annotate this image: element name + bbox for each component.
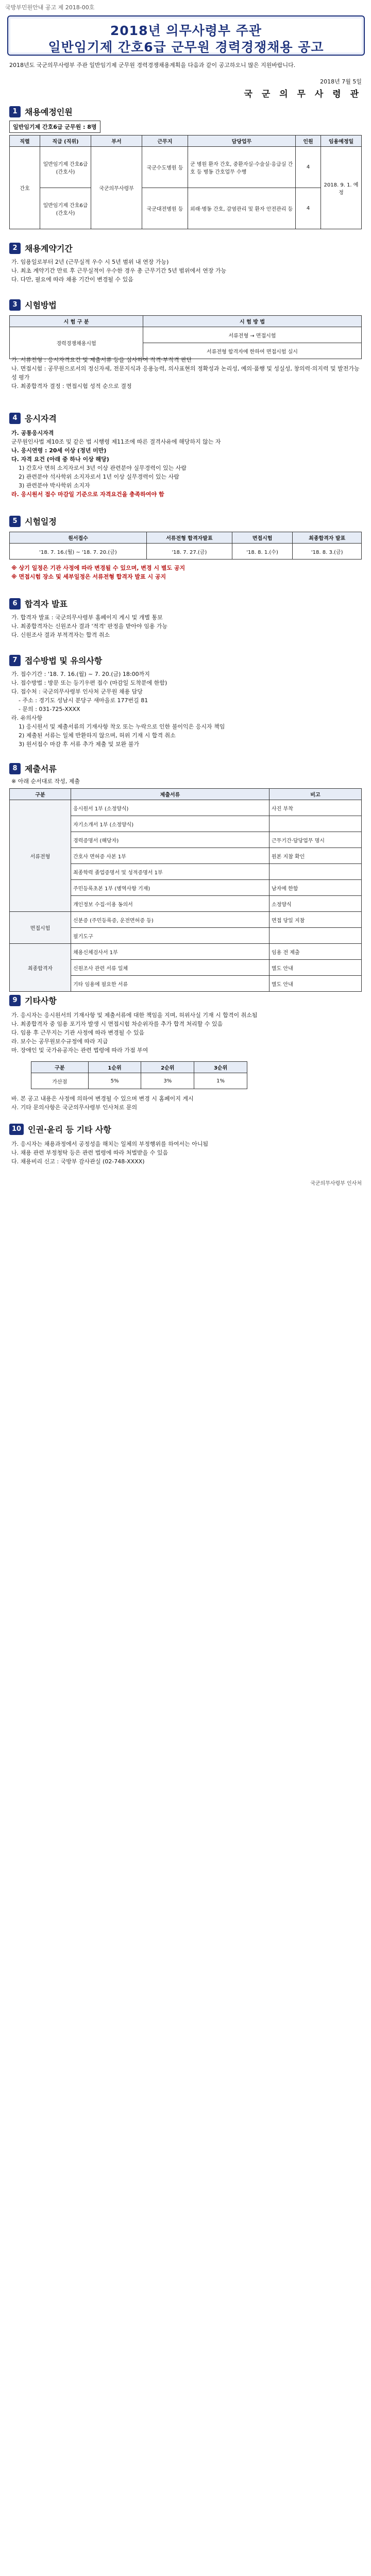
section-number: 6 [9, 598, 21, 609]
section-2-heading [9, 242, 73, 254]
table-cell: 4 [296, 147, 321, 188]
col-header: 원서접수 [10, 532, 147, 544]
section-title: 시험일정 [25, 517, 57, 527]
body-line: 라. 보수는 공무원보수규정에 따라 지급 [11, 1038, 108, 1045]
col-header: 최종합격자 발표 [293, 532, 362, 544]
table-cell: 신분증 (주민등록증, 운전면허증 등) [71, 912, 269, 928]
table-cell: 가산점 [31, 1073, 89, 1089]
issuing-org: 국 군 의 무 사 령 관 [244, 89, 362, 99]
body-line: 다. 최종합격자 결정 : 면접시험 성적 순으로 결정 [11, 383, 132, 389]
bonus-table [31, 1061, 247, 1089]
table-cell: 서류전형 → 면접시험 [143, 327, 362, 343]
section-9-heading [9, 994, 57, 1006]
top-note: 국방부민원안내 공고 제 2018-00호 [5, 4, 95, 11]
section-number: 4 [9, 413, 21, 424]
col-header: 인원 [296, 135, 321, 147]
section-number: 9 [9, 995, 21, 1006]
recruit-table [9, 135, 362, 229]
col-header: 서류전형 합격자발표 [147, 532, 232, 544]
col-header: 시 험 방 법 [143, 316, 362, 327]
table-row [10, 188, 362, 229]
section-title: 인권·윤리 등 기타 사항 [28, 1125, 111, 1134]
table-cell: 주민등록초본 1부 (병역사항 기재) [71, 880, 269, 896]
col-header: 3순위 [194, 1062, 247, 1073]
section-10-body [11, 1140, 362, 1166]
section-4-heading [9, 412, 57, 424]
table-cell: 임용 전 제출 [269, 944, 362, 960]
body-line: 사. 기타 문의사항은 국군의무사령부 인사처로 문의 [11, 1104, 138, 1111]
body-line: 나. 최초 계약기간 만료 후 근무실적이 우수한 경우 총 근무기간 5년 범위에서 연장 가능 [11, 267, 227, 274]
table-cell: '18. 7. 16.(월) ~ '18. 7. 20.(금) [10, 544, 147, 560]
body-line: 나. 최종합격자 중 임용 포기자 발생 시 면접시험 차순위자를 추가 합격 처리할 수 있음 [11, 1021, 223, 1027]
body-line: 가. 임용일로부터 2년 (근무실적 우수 시 5년 범위 내 연장 가능) [11, 259, 169, 265]
table-cell: 4 [296, 188, 321, 229]
table-cell: 군 병원 환자 간호, 중환자실·수술실·응급실 간호 등 병동 간호업무 수행 [188, 147, 296, 188]
body-line: - 문의 : 031-725-XXXX [19, 706, 80, 713]
table-cell: 외래·병동 간호, 감염관리 및 환자 안전관리 등 [188, 188, 296, 229]
table-cell: 서류전형 [10, 800, 71, 912]
body-line: 3) 관련분야 박사학위 소지자 [19, 482, 90, 489]
table-cell: 일반임기제 간호6급 (간호사) [40, 147, 91, 188]
table-cell [269, 928, 362, 944]
col-header: 구분 [10, 789, 71, 800]
body-line: 다. 신원조사 결과 부적격자는 합격 취소 [11, 632, 110, 638]
table-cell: 개인정보 수집·이용 동의서 [71, 896, 269, 912]
col-header: 부서 [91, 135, 142, 147]
table-cell: 서류전형 합격자에 한하여 면접시험 실시 [143, 343, 362, 359]
table-cell: 최종합격자 [10, 944, 71, 992]
table-cell: 면접시험 [10, 912, 71, 944]
body-line: 나. 면접시험 : 공무원으로서의 정신자세, 전문지식과 응용능력, 의사표현의 정확성과 논리성, 예의·품행 및 성실성, 창의력·의지력 및 발전가능성 평가 [11, 365, 360, 381]
table-cell: 경력경쟁채용시험 [10, 327, 143, 359]
body-line: 마. 장애인 및 국가유공자는 관련 법령에 따라 가점 부여 [11, 1047, 148, 1054]
table-cell: 일반임기제 간호6급 (간호사) [40, 188, 91, 229]
table-row [10, 327, 362, 343]
body-line: - 주소 : 경기도 성남시 분당구 새마을로 177번길 81 [19, 697, 148, 704]
table-cell: 별도 안내 [269, 976, 362, 992]
col-header: 직급 (직위) [40, 135, 91, 147]
section-number: 10 [9, 1124, 24, 1135]
section-title: 채용예정인원 [25, 107, 73, 117]
section-number: 3 [9, 299, 21, 311]
footer-org: 국군의무사령부 인사처 [310, 1181, 362, 1187]
section-1-heading [9, 106, 73, 117]
col-header: 비고 [269, 789, 362, 800]
title-box [7, 15, 365, 56]
section-title: 기타사항 [25, 996, 57, 1006]
section-title: 채용계약기간 [25, 244, 73, 253]
section-8-heading [9, 762, 57, 774]
section-title: 접수방법 및 유의사항 [25, 656, 103, 666]
table-cell: 필기도구 [71, 928, 269, 944]
table-cell: 국군수도병원 등 [142, 147, 188, 188]
section-4-body [11, 429, 362, 499]
col-header: 임용예정일 [321, 135, 362, 147]
table-cell: 1% [194, 1073, 247, 1089]
section-title: 시험방법 [25, 300, 57, 310]
table-cell: 경력증명서 (해당자) [71, 832, 269, 848]
table-cell: 간호 [10, 147, 40, 229]
col-header: 근무지 [142, 135, 188, 147]
recruit-table-wrap [9, 121, 362, 229]
section-10-heading [9, 1123, 111, 1135]
table-cell: 3% [141, 1073, 194, 1089]
table-cell: 사진 부착 [269, 800, 362, 816]
section-title: 합격자 발표 [25, 599, 68, 609]
table-cell: 기타 임용에 필요한 서류 [71, 976, 269, 992]
table-cell: 면접 당일 지참 [269, 912, 362, 928]
section-9-body-2 [11, 1094, 362, 1112]
table-row [10, 912, 362, 928]
table-row [10, 800, 362, 816]
table-cell: 국군대전병원 등 [142, 188, 188, 229]
table-cell: 2018. 9. 1. 예정 [321, 147, 362, 229]
table-cell: 신원조사 관련 서류 일체 [71, 960, 269, 976]
section-7-heading [9, 654, 102, 666]
body-line: 나. 응시연령 : 20세 이상 (정년 미만) [11, 447, 107, 454]
section-2-body [11, 258, 362, 284]
section-3-heading [9, 299, 57, 311]
body-line: 다. 채용비리 신고 : 국방부 감사관실 (02-748-XXXX) [11, 1158, 145, 1165]
section-title: 응시자격 [25, 414, 57, 423]
table-cell: '18. 8. 3.(금) [293, 544, 362, 560]
body-line: 나. 최종합격자는 신원조사 결과 '적격' 판정을 받아야 임용 가능 [11, 623, 168, 630]
schedule-table [9, 532, 362, 560]
body-line: ※ 상기 일정은 기관 사정에 따라 변경될 수 있으며, 변경 시 별도 공지 [11, 565, 185, 571]
table-row [31, 1073, 247, 1089]
col-header: 담당업무 [188, 135, 296, 147]
body-line: 군무원인사법 제10조 및 같은 법 시행령 제11조에 따른 결격사유에 해당하지 않는 자 [11, 438, 221, 445]
table-cell: '18. 8. 1.(수) [232, 544, 293, 560]
body-line: 가. 응시자는 채용과정에서 공정성을 해치는 일체의 부정행위를 하여서는 아니됨 [11, 1141, 209, 1147]
section-6-heading [9, 598, 68, 609]
table-row [10, 147, 362, 188]
intro-text: 2018년도 국군의무사령부 주관 일반임기제 군무원 경력경쟁채용계획을 다음과 같이 공고하오니 많은 지원바랍니다. [9, 62, 296, 69]
body-line: 라. 응시원서 접수 마감일 기준으로 자격요건을 충족하여야 함 [11, 491, 164, 498]
col-header: 1순위 [88, 1062, 141, 1073]
body-line: 2) 제출된 서류는 일체 반환하지 않으며, 허위 기재 시 합격 취소 [19, 732, 176, 739]
table-cell [269, 816, 362, 832]
table-cell: 5% [88, 1073, 141, 1089]
section-9-body [11, 1011, 362, 1055]
table-cell [269, 864, 362, 880]
body-line: 다. 자격 요건 (아래 중 하나 이상 해당) [11, 456, 109, 463]
table-cell: 별도 안내 [269, 960, 362, 976]
section-8-caption: ※ 아래 순서대로 작성, 제출 [11, 778, 80, 785]
body-line: 1) 응시원서 및 제출서류의 기재사항 착오 또는 누락으로 인한 불이익은 응시자 책임 [19, 723, 225, 730]
body-line: 2) 관련분야 석사학위 소지자로서 1년 이상 실무경력이 있는 사람 [19, 473, 179, 480]
body-line: 다. 접수처 : 국군의무사령부 인사처 군무원 채용 담당 [11, 688, 143, 695]
section-7-body [11, 670, 362, 749]
body-line: 가. 서류전형 : 응시자격요건 및 제출서류 등을 심사하여 적격·부적격 판단 [11, 357, 192, 363]
table-cell: 원본 지참 확인 [269, 848, 362, 864]
table-cell: 채용신체검사서 1부 [71, 944, 269, 960]
body-line: 3) 원서접수 마감 후 서류 추가 제출 및 보완 불가 [19, 741, 140, 748]
table-cell: 국군의무사령부 [91, 147, 142, 229]
section-5-body [11, 564, 362, 581]
table-cell: 자기소개서 1부 (소정양식) [71, 816, 269, 832]
exam-method-table [9, 315, 362, 359]
section-5-heading [9, 515, 57, 527]
body-line: 가. 응시자는 응시원서의 기재사항 및 제출서류에 대한 책임을 지며, 허위사실 기재 시 합격이 취소됨 [11, 1012, 258, 1019]
announce-date: 2018년 7월 5일 [320, 78, 362, 85]
section-number: 5 [9, 516, 21, 527]
col-header: 면접시험 [232, 532, 293, 544]
body-line: 다. 임용 후 근무지는 기관 사정에 따라 변경될 수 있음 [11, 1029, 145, 1036]
table-cell: 근무기간·담당업무 명시 [269, 832, 362, 848]
table-cell: 최종학력 졸업증명서 및 성적증명서 1부 [71, 864, 269, 880]
title-line-1: 2018년 의무사령부 주관 [110, 23, 262, 38]
section-6-body [11, 613, 362, 639]
section-3-body [11, 355, 362, 391]
documents-table [9, 788, 362, 992]
section-number: 1 [9, 106, 21, 117]
title-line-2: 일반임기제 간호6급 군무원 경력경쟁채용 공고 [48, 40, 324, 55]
col-header: 시 험 구 분 [10, 316, 143, 327]
col-header: 제출서류 [71, 789, 269, 800]
section-title: 제출서류 [25, 764, 57, 774]
table-cell: 소정양식 [269, 896, 362, 912]
table-cell: 남자에 한함 [269, 880, 362, 896]
body-line: 바. 본 공고 내용은 사정에 의하여 변경될 수 있으며 변경 시 홈페이지 게시 [11, 1095, 194, 1102]
section-number: 8 [9, 763, 21, 774]
body-line: 나. 채용 관련 부정청탁 등은 관련 법령에 따라 처벌받을 수 있음 [11, 1149, 168, 1156]
col-header: 구분 [31, 1062, 89, 1073]
table-cell: 응시원서 1부 (소정양식) [71, 800, 269, 816]
table-cell: 간호사 면허증 사본 1부 [71, 848, 269, 864]
body-line: 나. 접수방법 : 방문 또는 등기우편 접수 (마감일 도착분에 한함) [11, 680, 167, 686]
body-line: ※ 면접시험 장소 및 세부일정은 서류전형 합격자 발표 시 공지 [11, 573, 166, 580]
table-cell: '18. 7. 27.(금) [147, 544, 232, 560]
body-line: 가. 공통응시자격 [11, 430, 54, 436]
body-line: 가. 합격자 발표 : 국군의무사령부 홈페이지 게시 및 개별 통보 [11, 614, 163, 621]
body-line: 라. 유의사항 [11, 715, 43, 721]
body-line: 다. 다만, 필요에 따라 채용 기간이 변경될 수 있음 [11, 276, 133, 283]
body-line: 가. 접수기간 : '18. 7. 16.(월) ~ 7. 20.(금) 18:00까지 [11, 671, 150, 677]
section-number: 2 [9, 243, 21, 254]
col-header: 2순위 [141, 1062, 194, 1073]
table-row [10, 944, 362, 960]
section-number: 7 [9, 655, 21, 666]
table-row [10, 544, 362, 560]
col-header: 직렬 [10, 135, 40, 147]
recruit-caption: 일반임기제 간호6급 군무원 : 8명 [9, 121, 100, 133]
body-line: 1) 간호사 면허 소지자로서 3년 이상 관련분야 실무경력이 있는 사람 [19, 465, 187, 471]
